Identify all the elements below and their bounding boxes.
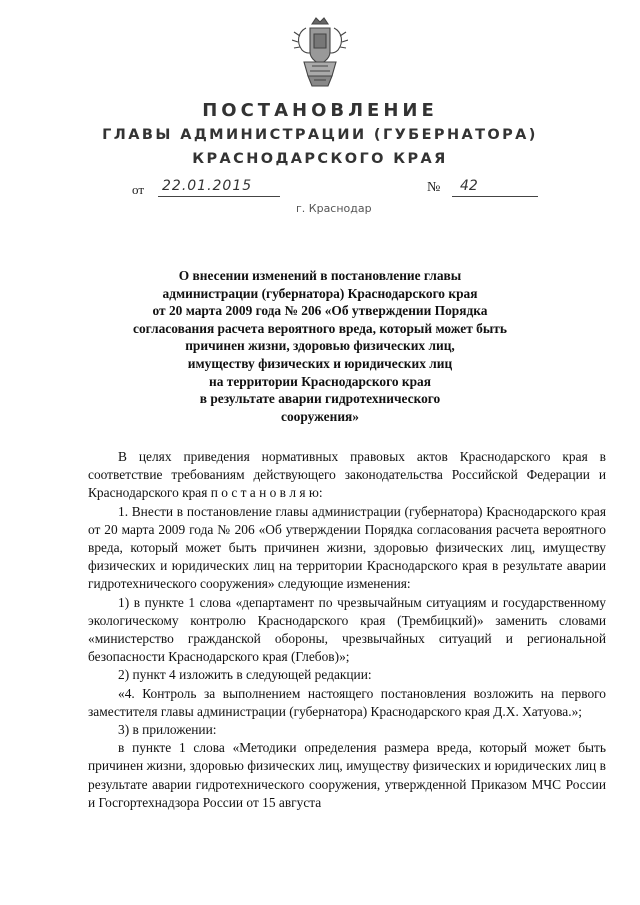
number-field: 42 [452, 178, 538, 197]
title-line: имуществу физических и юридических лиц [187, 355, 453, 371]
title-line: в результате аварии гидротехнического [199, 391, 441, 407]
date-field: 22.01.2015 [158, 178, 280, 197]
title-line: от 20 марта 2009 года № 206 «Об утверждении Порядка [152, 303, 488, 319]
document-type-heading: ПОСТАНОВЛЕНИЕ [202, 100, 438, 121]
number-label: № [427, 180, 441, 195]
title-line: О внесении изменений в постановление главы [178, 268, 462, 283]
region-heading: КРАСНОДАРСКОГО КРАЯ [192, 151, 448, 167]
clause-1-paragraph: 1. Внести в постановление главы администрации (губернатора) Краснодарского края от 20 марта 2009 года № 206 «Об утверждении Порядка согласования расчета вероятного вреда, который может быть причинен жизни, здоровью физических лиц, имуществу физических и юридических лиц на территории Краснодарского края в результате аварии гидротехнического сооружения» следующие изменения: [88, 503, 606, 592]
city-label: г. Краснодар [296, 202, 372, 215]
subclause-1-paragraph: 1) в пункте 1 слова «департамент по чрезвычайным ситуациям и государственному экологическому контролю Краснодарского края (Трембицкий)» заменить словами «министерство гражданской обороны, чрезвычайных ситуаций и региональной безопасности Краснодарского края (Глебов)»; [88, 594, 606, 665]
title-line: согласования расчета вероятного вреда, который может быть [133, 320, 507, 336]
title-line: сооружения» [281, 408, 359, 424]
subclause-2-paragraph: 2) пункт 4 изложить в следующей редакции: [118, 667, 372, 683]
subclause-3-paragraph: 3) в приложении: [118, 722, 217, 738]
date-label: от [132, 182, 145, 197]
document-body [88, 448, 606, 812]
preamble-paragraph: В целях приведения нормативных правовых актов Краснодарского края в соответствие требованиям действующего законодательства Российской Федерации и Краснодарского края п о с т а н о в л я ю: [88, 449, 606, 501]
document-title [110, 267, 530, 425]
issuer-heading: ГЛАВЫ АДМИНИСТРАЦИИ (ГУБЕРНАТОРА) [102, 127, 538, 143]
title-line: администрации (губернатора) Краснодарского края [162, 285, 478, 301]
title-line: на территории Краснодарского края [208, 373, 432, 389]
coat-of-arms-emblem [292, 14, 348, 90]
subclause-2-text-paragraph: «4. Контроль за выполнением настоящего постановления возложить на первого заместителя главы администрации (губернатора) Краснодарского края Д.Х. Хатуова.»; [88, 685, 606, 719]
appendix-change-paragraph: в пункте 1 слова «Методики определения размера вреда, который может быть причинен жизни, здоровью физических лиц, имуществу физических и юридических лиц в результате аварии гидротехнического сооружения, утвержденной Приказом МЧС России и Госгортехнадзора России от 15 августа [88, 740, 606, 810]
title-line: причинен жизни, здоровью физических лиц, [185, 338, 455, 354]
